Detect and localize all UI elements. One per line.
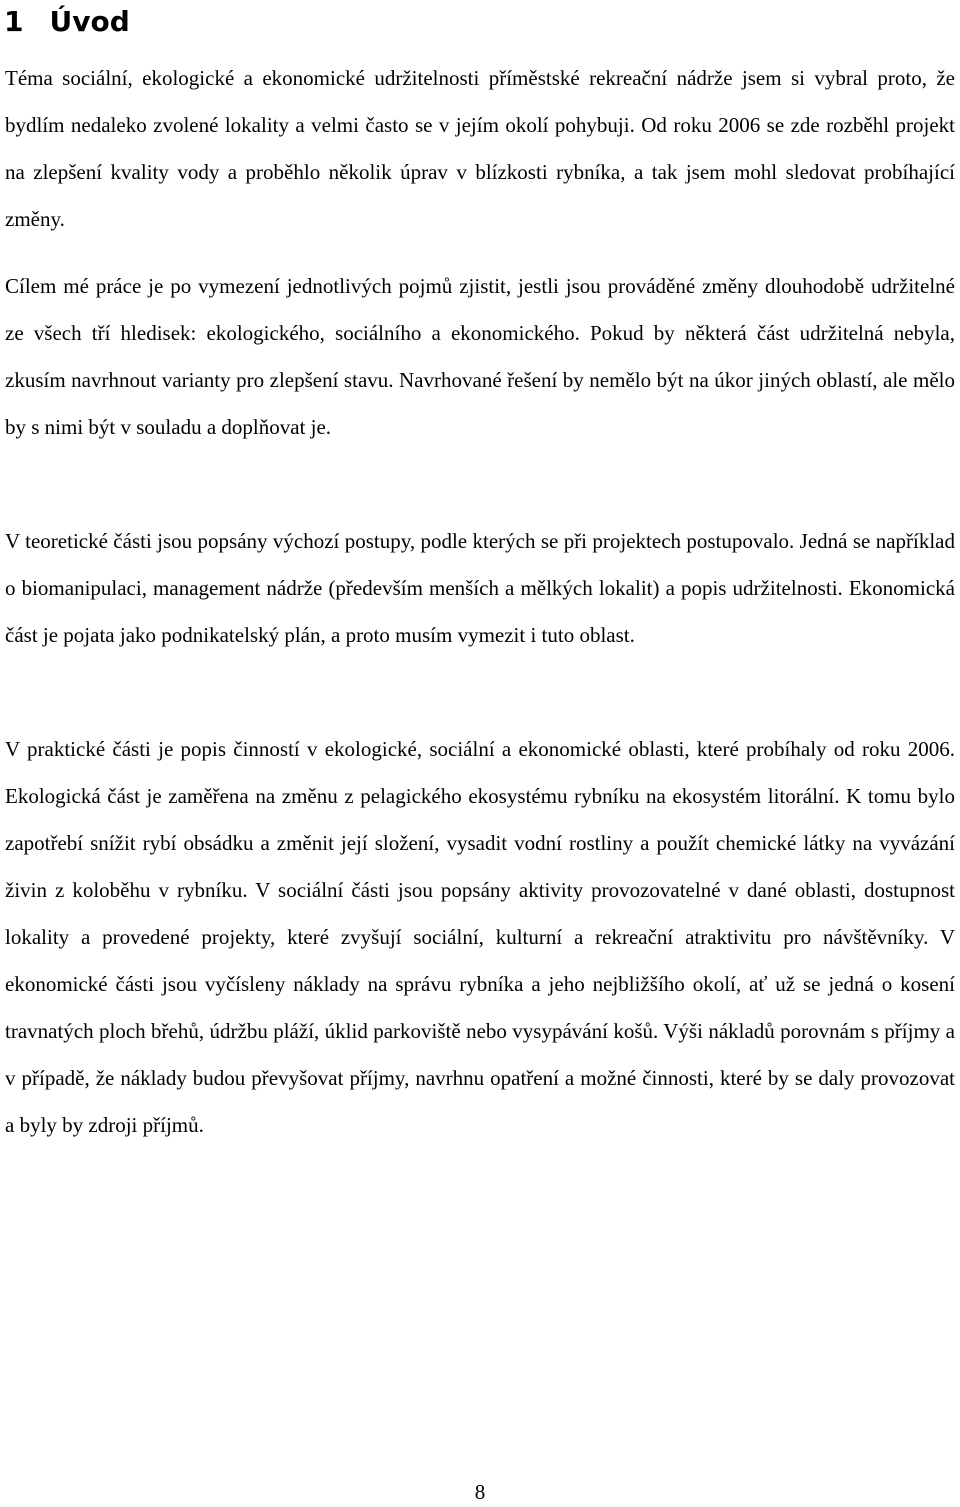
- paragraph-introduction-topic: Téma sociální, ekologické a ekonomické udržitelnosti příměstské rekreační nádrže jsem si vybral proto, že bydlím nedaleko zvolené lokality a velmi často se v jejím okolí pohybuji. Od roku 2006 se zde rozběhl projekt na zlepšení kvality vody a proběhlo několik úprav v blízkosti rybníka, a tak jsem mohl sledovat probíhající změny.: [5, 66, 955, 231]
- paragraph-practical-part: V praktické části je popis činností v ekologické, sociální a ekonomické oblasti, které probíhaly od roku 2006. Ekologická část je zaměřena na změnu z pelagického ekosystému rybníku na ekosystém litorální. K tomu bylo zapotřebí snížit rybí obsádku a změnit její složení, vysadit vodní rostliny a použít chemické látky na vyvázání živin z koloběhu v rybníku. V sociální části jsou popsány aktivity provozovatelné v dané oblasti, dostupnost lokality a provedené projekty, které zvyšují sociální, kulturní a rekreační atraktivitu pro návštěvníky. V ekonomické části jsou vyčísleny náklady na správu rybníka a jeho nejbližšího okolí, ať už se jedná o kosení travnatých ploch břehů, údržbu pláží, úklid parkoviště nebo vysypávání košů. Výši nákladů porovnám s příjmy a v případě, že náklady budou převyšovat příjmy, navrhnu opatření a možné činnosti, které by se daly provozovat a byly by zdroji příjmů.: [5, 737, 955, 1137]
- section-number: 1: [4, 5, 24, 38]
- paragraph-theoretical-part: V teoretické části jsou popsány výchozí postupy, podle kterých se při projektech postupovalo. Jedná se například o biomanipulaci, management nádrže (především menších a mělkých lokalit) a popis udržitelnosti. Ekonomická část je pojata jako podnikatelský plán, a proto musím vymezit i tuto oblast.: [5, 529, 955, 647]
- section-heading: [4, 0, 130, 44]
- section-title: Úvod: [49, 5, 130, 38]
- page-number: 8: [474, 1480, 486, 1504]
- paragraph-goal: Cílem mé práce je po vymezení jednotlivých pojmů zjistit, jestli jsou prováděné změny dlouhodobě udržitelné ze všech tří hledisek: ekologického, sociálního a ekonomického. Pokud by některá část udržitelná nebyla, zkusím navrhnout varianty pro zlepšení stavu. Navrhované řešení by nemělo být na úkor jiných oblastí, ale mělo by s nimi být v souladu a doplňovat je.: [5, 274, 955, 439]
